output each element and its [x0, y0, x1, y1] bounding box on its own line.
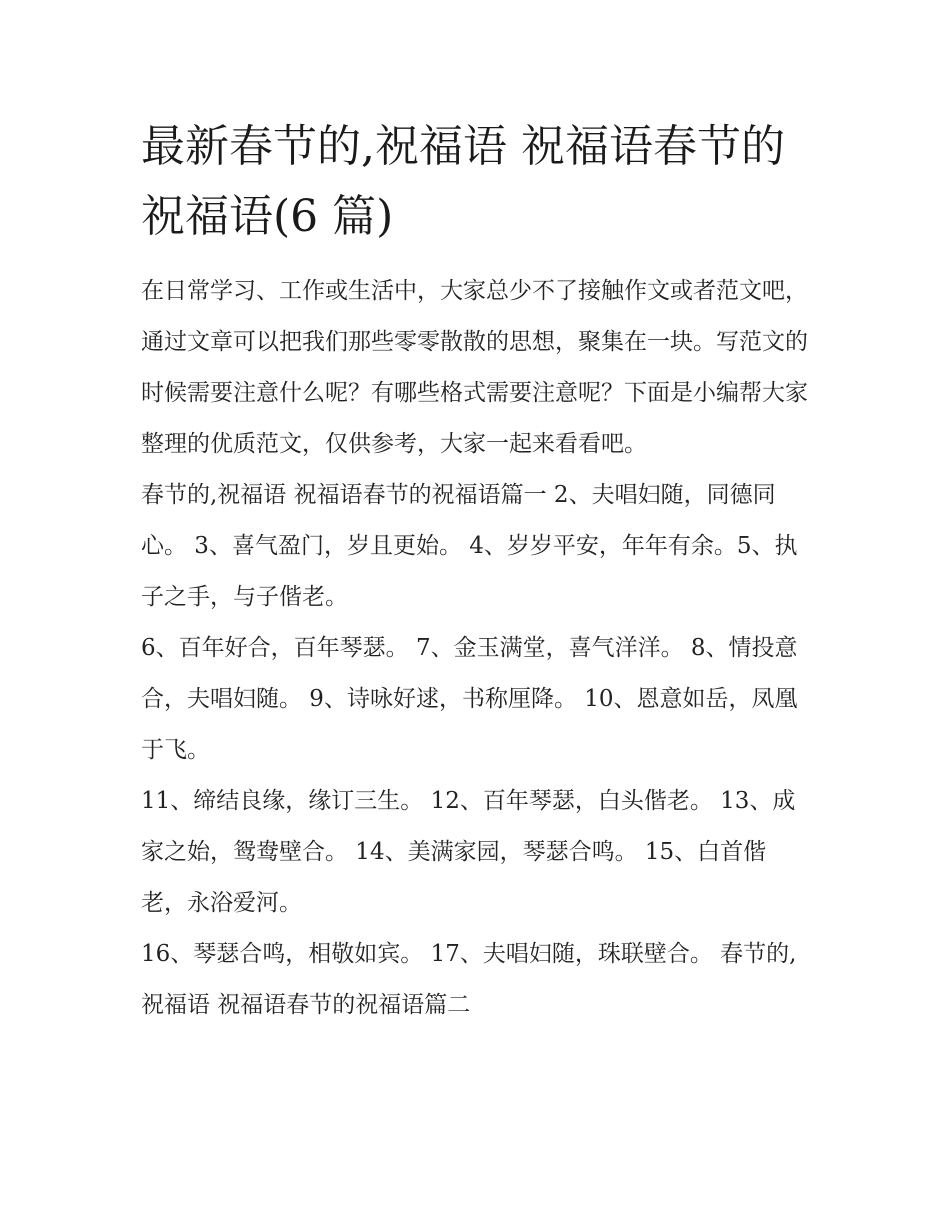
document-body: [141, 112, 811, 1031]
greeting-paragraph: 6、百年好合，百年琴瑟。 7、金玉满堂，喜气洋洋。 8、情投意合，夫唱妇随。 9、诗咏好逑，书称厘降。 10、恩意如岳，凤凰于飞。: [141, 635, 798, 763]
intro-paragraph: 在日常学习、工作或生活中，大家总少不了接触作文或者范文吧，通过文章可以把我们那些零零散散的思想，聚集在一块。写范文的时候需要注意什么呢？有哪些格式需要注意呢？下面是小编帮大家整理的优质范文，仅供参考，大家一起来看看吧。: [141, 278, 808, 457]
greeting-paragraph: 16、琴瑟合鸣，相敬如宾。 17、夫唱妇随，珠联壁合。 春节的,祝福语 祝福语春节的祝福语篇二: [141, 941, 797, 1018]
greeting-paragraph: 11、缔结良缘，缘订三生。 12、百年琴瑟，白头偕老。 13、成家之始，鸳鸯壁合。 14、美满家园，琴瑟合鸣。 15、白首偕老，永浴爱河。: [141, 788, 796, 916]
greeting-paragraph: 春节的,祝福语 祝福语春节的祝福语篇一 2、夫唱妇随，同德同心。 3、喜气盈门，岁且更始。 4、岁岁平安，年年有余。5、执子之手，与子偕老。: [141, 482, 798, 610]
document-title: 最新春节的,祝福语 祝福语春节的祝福语(6 篇): [141, 121, 785, 242]
